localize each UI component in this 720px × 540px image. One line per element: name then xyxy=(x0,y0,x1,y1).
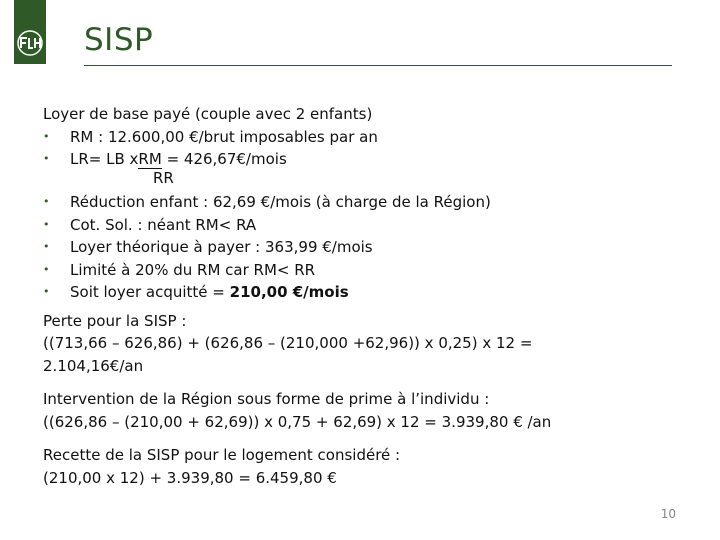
formula-prefix: LR= LB x xyxy=(70,150,139,168)
bullet-text: RM : 12.600,00 €/brut imposables par an xyxy=(70,127,378,146)
bullet-icon: • xyxy=(43,262,50,276)
bullet-item xyxy=(43,126,683,149)
bullet-icon: • xyxy=(43,240,50,253)
bullet-icon: • xyxy=(43,129,50,143)
formula-denominator: RR xyxy=(153,168,174,187)
bullet-item xyxy=(43,259,683,282)
bullet-icon: • xyxy=(43,217,50,231)
bullet-icon: • xyxy=(43,152,50,165)
formula-numerator: RM xyxy=(138,150,162,168)
recette-section xyxy=(43,444,683,489)
bullet-item xyxy=(43,214,683,237)
bullet-item xyxy=(43,236,683,259)
perte-result: 2.104,16€/an xyxy=(43,356,144,375)
page-number: 10 xyxy=(660,507,676,521)
bullet-item xyxy=(43,148,683,171)
bullet-item xyxy=(43,281,683,304)
bullet-item xyxy=(43,191,683,214)
intervention-section xyxy=(43,388,683,433)
bullet-text: Loyer théorique à payer : 363,99 €/mois xyxy=(70,238,373,256)
logo-mark-icon xyxy=(14,0,46,64)
perte-heading: Perte pour la SISP : xyxy=(43,311,187,330)
recette-heading: Recette de la SISP pour le logement considéré : xyxy=(43,446,401,464)
page-title: SISP xyxy=(84,22,154,58)
bullet-icon: • xyxy=(43,195,50,208)
intervention-formula: ((626,86 – (210,00 + 62,69)) x 0,75 + 62,69) x 12 = 3.939,80 € /an xyxy=(43,412,552,431)
formula-result: = 426,67€/mois xyxy=(161,150,287,168)
title-divider xyxy=(84,65,672,66)
rent-paid-value: 210,00 €/mois xyxy=(229,283,349,301)
bullet-icon: • xyxy=(43,285,50,298)
bullet-text: Soit loyer acquitté = xyxy=(70,283,230,301)
bullet-text: Limité à 20% du RM car RM< RR xyxy=(70,260,316,279)
bullet-text: Réduction enfant : 62,69 €/mois (à charge de la Région) xyxy=(70,193,491,211)
base-heading: Loyer de base payé (couple avec 2 enfants) xyxy=(43,105,373,123)
perte-formula: ((713,66 – 626,86) + (626,86 – (210,000 +62,96)) x 0,25) x 12 = xyxy=(43,334,533,352)
perte-section xyxy=(43,310,683,378)
bullet-text: Cot. Sol. : néant RM< RA xyxy=(70,215,257,234)
intervention-heading: Intervention de la Région sous forme de prime à l’individu : xyxy=(43,390,490,408)
recette-formula: (210,00 x 12) + 3.939,80 = 6.459,80 € xyxy=(43,468,337,487)
logo xyxy=(14,0,46,64)
slide-content xyxy=(43,103,683,489)
